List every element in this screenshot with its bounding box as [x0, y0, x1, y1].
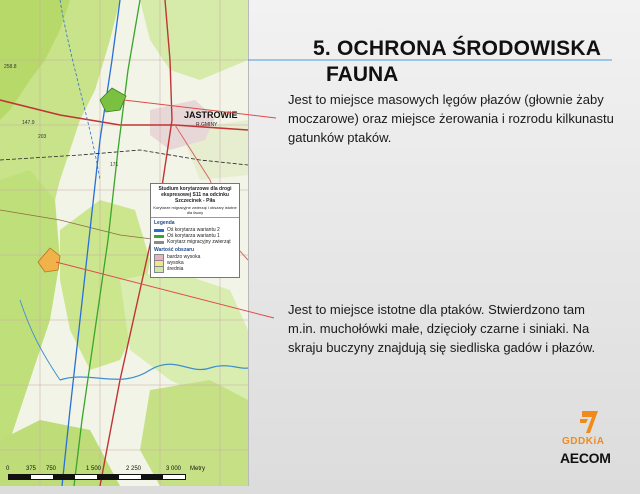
- map-spot-label: 171: [110, 162, 119, 168]
- scale-label: 375: [26, 466, 37, 472]
- gddkia-logo-icon: [578, 409, 600, 435]
- scale-label: 2 250: [126, 466, 142, 472]
- legend-heading: Legenda: [154, 220, 175, 226]
- description-amphibians: Jest to miejsce masowych lęgów płazów (głownie żaby moczarowe) oraz miejsce żerowania i rozrodu kilkunastu gatunków ptaków.: [288, 92, 614, 145]
- map-town-subtitle: R.GMINY: [196, 122, 218, 128]
- map-spot-label: 203: [38, 134, 47, 140]
- map-spot-label: 147.9: [22, 120, 35, 126]
- legend-line-label: Oś korytarza wariantu 2: [167, 227, 220, 233]
- map-town-label: JASTROWIE: [184, 110, 238, 120]
- legend-subtitle: Korytarze migracyjne zwierząt i obszary istotne dla fauny: [151, 204, 239, 218]
- legend-values-heading: Wartość obszaru: [154, 247, 195, 253]
- legend-value-label: średnia: [167, 266, 184, 272]
- gddkia-logo-text: GDDKiA: [562, 436, 605, 447]
- description-birds: Jest to miejsce istotne dla ptaków. Stwierdzono tam m.in. muchołówki małe, dzięcioły czarne i siniaki. Na skraju buczyny znajdują się siedliska gadów i płazów.: [288, 302, 596, 355]
- legend-title: Studium korytarzowe dla drogi ekspresowej S11 na odcinku Szczecinek - Piła: [158, 186, 232, 204]
- legend-line-label: Oś korytarza wariantu 1: [167, 233, 220, 239]
- legend-line-label: Korytarz migracyjny zwierząt: [167, 239, 231, 245]
- legend-value-label: wysoka: [167, 260, 184, 266]
- legend-value-label: bardzo wysoka: [167, 254, 201, 260]
- scale-label: 0: [6, 466, 10, 472]
- slide-title: 5. OCHRONA ŚRODOWISKA: [313, 37, 602, 60]
- slide-subtitle: FAUNA: [326, 63, 399, 86]
- scale-unit: Metry: [190, 466, 205, 472]
- scale-label: 750: [46, 466, 57, 472]
- scale-label: 1 500: [86, 466, 102, 472]
- map-spot-label: 258.8: [4, 64, 17, 70]
- scale-label: 3 000: [166, 466, 182, 472]
- aecom-logo-text: AECOM: [560, 450, 611, 466]
